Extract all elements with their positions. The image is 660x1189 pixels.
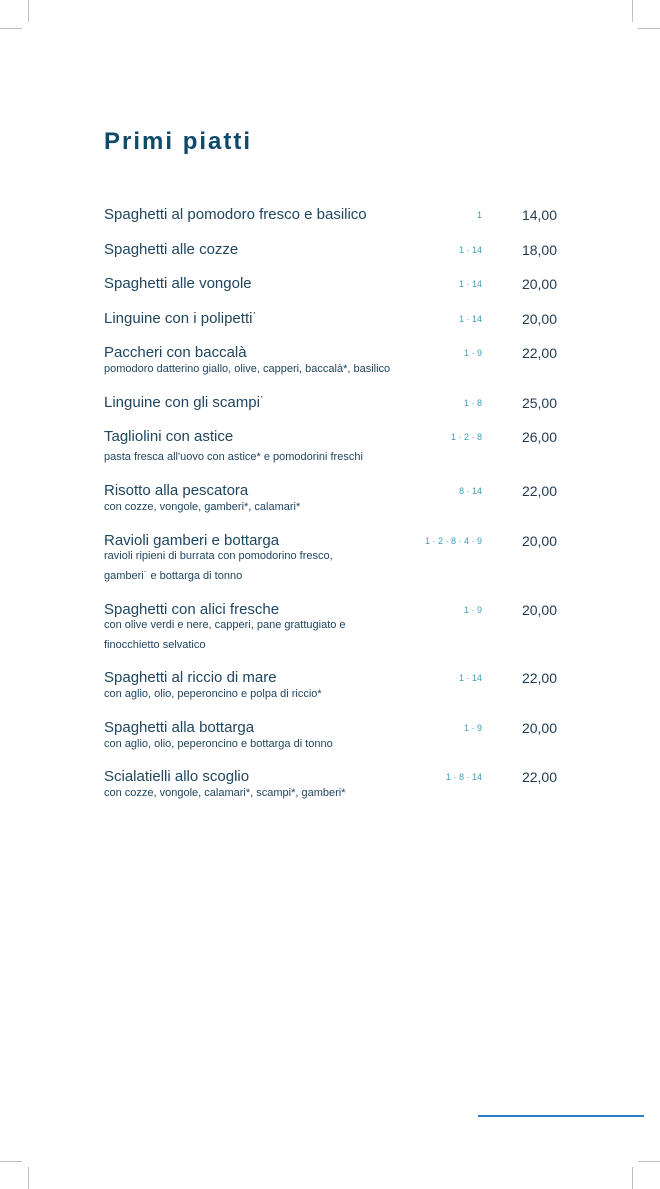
crop-mark bbox=[28, 0, 29, 22]
dish-price: 22,00 bbox=[521, 670, 557, 686]
dish-name: Tagliolini con astice bbox=[104, 428, 234, 445]
allergen-codes: 1 · 14 bbox=[458, 673, 482, 683]
dish-name: Linguine con gli scampi˙ bbox=[104, 394, 265, 411]
allergen-codes: 1 · 14 bbox=[458, 245, 482, 255]
dish-name: Spaghetti alle cozze bbox=[104, 241, 239, 258]
footer-rule bbox=[478, 1115, 644, 1117]
dish-name: Spaghetti alle vongole bbox=[104, 275, 252, 292]
dish-price: 14,00 bbox=[521, 207, 557, 223]
dish-name: Paccheri con baccalà bbox=[104, 344, 247, 361]
dish-price: 26,00 bbox=[521, 429, 557, 445]
crop-mark bbox=[0, 1161, 22, 1162]
dish-description: ravioli ripieni di burrata con pomodorino fresco, bbox=[104, 550, 333, 562]
allergen-codes: 1 · 9 bbox=[463, 348, 482, 358]
dish-name: Spaghetti alla bottarga bbox=[104, 719, 255, 736]
dish-name: Scialatielli allo scoglio bbox=[104, 768, 250, 785]
allergen-codes: 8 · 14 bbox=[458, 486, 482, 496]
dish-price: 25,00 bbox=[521, 395, 557, 411]
dish-name: Ravioli gamberi e bottarga bbox=[104, 532, 280, 549]
dish-price: 22,00 bbox=[521, 769, 557, 785]
dish-name: Spaghetti con alici fresche bbox=[104, 601, 280, 618]
dish-description-line2: finocchietto selvatico bbox=[104, 639, 206, 651]
dish-price: 20,00 bbox=[521, 311, 557, 327]
dish-description-line2: gamberi˙ e bottarga di tonno bbox=[104, 570, 243, 582]
dish-price: 20,00 bbox=[521, 720, 557, 736]
crop-mark bbox=[632, 1167, 633, 1189]
dish-price: 20,00 bbox=[521, 602, 557, 618]
dish-description: con olive verdi e nere, capperi, pane grattugiato e bbox=[104, 619, 346, 631]
dish-price: 22,00 bbox=[521, 483, 557, 499]
allergen-codes: 1 bbox=[476, 210, 482, 220]
dish-price: 20,00 bbox=[521, 533, 557, 549]
allergen-codes: 1 · 2 · 8 bbox=[450, 432, 482, 442]
dish-description: con aglio, olio, peperoncino e polpa di riccio* bbox=[104, 688, 322, 700]
dish-description: con aglio, olio, peperoncino e bottarga di tonno bbox=[104, 738, 333, 750]
dish-description: con cozze, vongole, calamari*, scampi*, gamberi* bbox=[104, 787, 346, 799]
crop-mark bbox=[632, 0, 633, 22]
dish-price: 22,00 bbox=[521, 345, 557, 361]
dish-name: Risotto alla pescatora bbox=[104, 482, 249, 499]
dish-name: Spaghetti al pomodoro fresco e basilico bbox=[104, 206, 367, 223]
crop-mark bbox=[0, 28, 22, 29]
crop-mark bbox=[638, 28, 660, 29]
page-title: Primi piatti bbox=[104, 128, 253, 155]
allergen-codes: 1 · 9 bbox=[463, 723, 482, 733]
crop-mark bbox=[638, 1161, 660, 1162]
allergen-codes: 1 · 9 bbox=[463, 605, 482, 615]
dish-description: pasta fresca all'uovo con astice* e pomodorini freschi bbox=[104, 451, 363, 463]
dish-name: Spaghetti al riccio di mare bbox=[104, 669, 277, 686]
dish-description: con cozze, vongole, gamberi*, calamari* bbox=[104, 501, 301, 513]
allergen-codes: 1 · 8 · 14 bbox=[445, 772, 482, 782]
dish-name: Linguine con i polipetti˙ bbox=[104, 310, 258, 327]
dish-price: 18,00 bbox=[521, 242, 557, 258]
allergen-codes: 1 · 14 bbox=[458, 314, 482, 324]
allergen-codes: 1 · 14 bbox=[458, 279, 482, 289]
allergen-codes: 1 · 2 · 8 · 4 · 9 bbox=[424, 536, 482, 546]
allergen-codes: 1 · 8 bbox=[463, 398, 482, 408]
dish-description: pomodoro datterino giallo, olive, capperi, baccalà*, basilico bbox=[104, 363, 391, 375]
crop-mark bbox=[28, 1167, 29, 1189]
dish-price: 20,00 bbox=[521, 276, 557, 292]
